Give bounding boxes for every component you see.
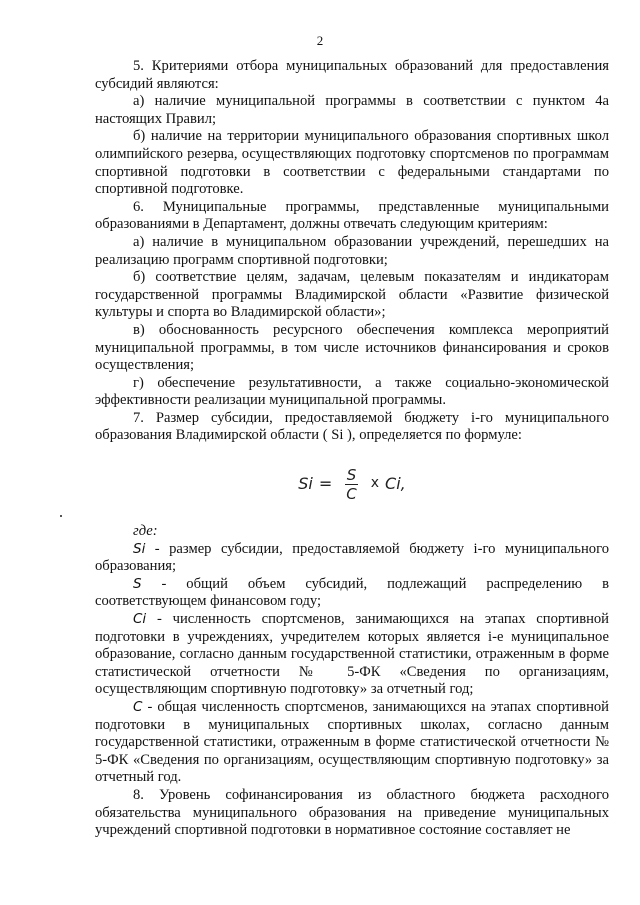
criterion-5b: б) наличие на территории муниципального образования спортивных школ олимпийского резерва, осуществляющих подготовку спортсменов по программам спортивной подготовки в соответствии с федеральными стандартами по спортивной подготовке. [95, 128, 609, 198]
definition-s [95, 576, 609, 611]
subsidy-formula [95, 445, 609, 523]
definition-symbol: Si [133, 540, 146, 557]
formula-lhs: Si [298, 474, 313, 494]
criterion-6v: в) обоснованность ресурсного обеспечения комплекса мероприятий муниципальной программы, в том числе источников финансирования и сроков осуществления; [95, 321, 609, 374]
formula-denominator: C [346, 484, 357, 503]
paragraph-6: 6. Муниципальные программы, представленные муниципальными образованиями в Департамент, должны отвечать следующим критериям: [95, 198, 609, 233]
paragraph-5: 5. Критериями отбора муниципальных образований для предоставления субсидий являются: [95, 58, 609, 92]
criterion-6g: г) обеспечение результативности, а также социально-экономической эффективности реализации муниципальной программы. [95, 374, 609, 409]
definition-text: - численность спортсменов, занимающихся на этапах спортивной подготовки в учреждениях, учредителем которых является i-е муниципальное образование, согласно данным государственной статистики, отраженным в форме статистической отчетности № 5-ФК «Сведения по организациям, осуществляющим спортивную подготовку» за отчетный год; [95, 611, 609, 698]
definition-text: - общий объем субсидий, подлежащий распределению в соответствующем финансовом году; [95, 575, 609, 610]
definition-si [95, 541, 609, 576]
definition-symbol: C [133, 699, 143, 715]
formula-trailing-comma: , [400, 474, 406, 494]
formula-equals: = [318, 474, 333, 494]
formula-fraction [344, 467, 358, 502]
where-label: где: [133, 523, 158, 540]
formula-times: x [370, 475, 380, 492]
criterion-6b: б) соответствие целям, задачам, целевым показателям и индикаторам государственной программы Владимирской области «Развитие физической культуры и спорта во Владимирской области»; [95, 269, 609, 321]
definition-c [95, 699, 609, 787]
definition-symbol: Ci [133, 611, 147, 628]
definition-text: - общая численность спортсменов, занимающихся на этапах спортивной подготовки в муниципальных спортивных школах, согласно данным государственной статистики, отраженным в форме статистической отчетности № 5-ФК «Сведения по организациям, осуществляющим спортивную подготовку» за отчетный год. [95, 699, 609, 786]
formula-numerator: S [346, 465, 357, 484]
paragraph-7: 7. Размер субсидии, предоставляемой бюджету i-го муниципального образования Владимирской области ( Si ), определяется по формуле: [95, 409, 609, 444]
definition-text: - размер субсидии, предоставляемой бюджету i-го муниципального образования; [95, 540, 609, 575]
criterion-6a: а) наличие в муниципальном образовании учреждений, перешедших на реализацию программ спортивной подготовки; [95, 233, 609, 268]
criterion-5a: а) наличие муниципальной программы в соответствии с пунктом 4а настоящих Правил; [95, 93, 609, 127]
scan-speck [60, 515, 62, 517]
page-number: 2 [316, 33, 324, 48]
paragraph-8: 8. Уровень софинансирования из областного бюджета расходного обязательства муниципального образования на приведение муниципальных учреждений спортивной подготовки в нормативное состояние составляет не [95, 786, 609, 839]
definition-symbol: S [133, 575, 142, 592]
definition-ci [95, 611, 609, 699]
document-body [95, 58, 609, 840]
formula-rhs: Ci [385, 474, 401, 494]
